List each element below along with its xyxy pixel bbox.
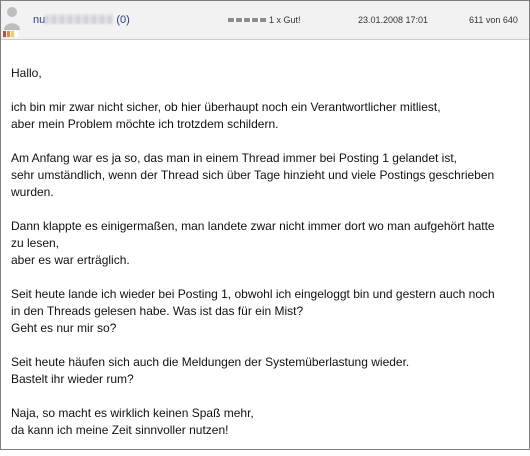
post-header xyxy=(1,1,529,40)
rating-text: 1 x Gut! xyxy=(269,15,301,25)
username-link[interactable] xyxy=(33,14,130,26)
rank-bar-segment xyxy=(15,31,18,37)
rating-bar[interactable] xyxy=(228,18,266,22)
user-rank-bar xyxy=(3,31,23,37)
post-paragraph: Dann klappte es einigermaßen, man landete zwar nicht immer dort wo man aufgehört hatte zu lesen, aber es war erträglich. xyxy=(11,219,495,267)
rank-bar-segment xyxy=(3,31,6,37)
post-paragraph: Hallo, xyxy=(11,66,42,80)
post-paragraph: Seit heute häufen sich auch die Meldungen der Systemüberlastung wieder. Bastelt ihr wieder rum? xyxy=(11,355,410,386)
post-paragraph: ich bin mir zwar nicht sicher, ob hier überhaupt noch ein Verantwortlicher mitliest, aber mein Problem möchte ich trotzdem schildern. xyxy=(11,100,441,131)
post-paragraph: Seit heute lande ich wieder bei Posting 1, obwohl ich eingeloggt bin und gestern auch noch in den Threads gelesen habe. Was ist das für ein Mist? Geht es nur mir so? xyxy=(11,287,495,335)
rank-bar-segment xyxy=(7,31,10,37)
post-paragraph: Naja, so macht es wirklich keinen Spaß mehr, da kann ich meine Zeit sinnvoller nutzen! xyxy=(11,406,254,437)
post-date: 23.01.2008 17:01 xyxy=(358,15,429,25)
post-body xyxy=(11,65,519,456)
username-text[interactable]: nu xyxy=(33,14,46,26)
user-avatar[interactable] xyxy=(3,4,21,30)
rank-bar-segment xyxy=(11,31,14,37)
post-rating xyxy=(228,15,301,25)
user-silhouette-icon xyxy=(3,4,21,30)
username-redacted xyxy=(45,15,113,24)
post-counter[interactable]: 611 von 640 xyxy=(469,15,518,25)
username-count[interactable]: (0) xyxy=(116,14,130,26)
post-paragraph: Am Anfang war es ja so, das man in einem Thread immer bei Posting 1 gelandet ist, sehr umständlich, wenn der Thread sich über Tage hinzieht und viele Postings geschrieben wurden. xyxy=(11,151,495,199)
